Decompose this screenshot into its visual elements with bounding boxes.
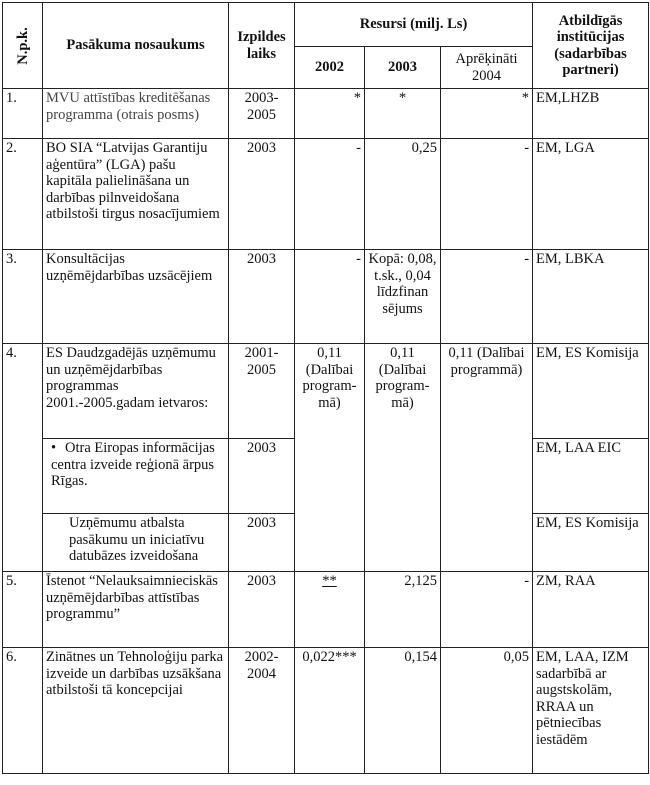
header-2004: Aprēķināti 2004 [441,47,533,89]
row-2003: 0,11 (Dalībai program-mā) [365,344,441,572]
row-time: 2001-2005 [229,344,295,439]
subrow-name: Uzņēmumu atbalsta pasākumu un iniciatīvu datubāzes izveidošana [43,514,229,572]
row-time: 2002-2004 [229,648,295,774]
row-2003: Kopā: 0,08, t.sk., 0,04 līdzfinan sējums [365,250,441,344]
document-page [2,2,648,774]
header-resources: Resursi (milj. Ls) [295,3,533,47]
row-name: Zinātnes un Tehnoloģiju parka izveide un darbības uzsākšana atbilstoši tā koncepcijai [43,648,229,774]
table-row [3,648,649,774]
row-2002: - [295,139,365,250]
row-2004: * [441,89,533,139]
row-institutions: EM,LHZB [533,89,649,139]
header-name: Pasākuma nosaukums [43,3,229,89]
row-institutions: EM, ES Komisija [533,514,649,572]
row-2002: 0,11 (Dalībai program-mā) [295,344,365,572]
row-time: 2003-2005 [229,89,295,139]
header-np-text: N.p.k. [14,26,31,65]
header-2003: 2003 [365,47,441,89]
row-2002 [295,572,365,648]
row-time: 2003 [229,514,295,572]
table-row [3,344,649,439]
row-2004: 0,05 [441,648,533,774]
row-number: 3. [3,250,43,344]
row-2003: * [365,89,441,139]
row-name: MVU attīstības kreditēšanas programma (otrais posms) [43,89,229,139]
row-institutions: ZM, RAA [533,572,649,648]
row-2003: 0,154 [365,648,441,774]
row-time: 2003 [229,250,295,344]
row-time: 2003 [229,439,295,514]
row-number: 5. [3,572,43,648]
measures-table [2,2,649,774]
double-asterisk-mark: ** [322,573,337,589]
row-institutions: EM, ES Komisija [533,344,649,439]
row-institutions: EM, LAA EIC [533,439,649,514]
bullet-marker: • [51,440,57,456]
row-number: 2. [3,139,43,250]
row-institutions: EM, LAA, IZM sadarbībā ar augstskolām, RRAA un pētniecības iestādēm [533,648,649,774]
row-name: BO SIA “Latvijas Garantiju aģentūra” (LGA) pašu kapitāla palielināšana un darbības pilnveidošana atbilstoši tirgus nosacījumiem [43,139,229,250]
header-time: Izpildes laiks [229,3,295,89]
row-number: 4. [3,344,43,572]
subrow-name [43,439,229,514]
header-2002: 2002 [295,47,365,89]
row-name: Konsultācijas uzņēmējdarbības uzsācējiem [43,250,229,344]
row-2003: 0,25 [365,139,441,250]
row-institutions: EM, LBKA [533,250,649,344]
row-2004: - [441,139,533,250]
row-name: ES Daudzgadējās uzņēmumu un uzņēmējdarbības programmas 2001.-2005.gadam ietvaros: [43,344,229,439]
row-time: 2003 [229,139,295,250]
row-2002: * [295,89,365,139]
row-2004: - [441,250,533,344]
row-2004: - [441,572,533,648]
table-row [3,89,649,139]
row-time: 2003 [229,572,295,648]
row-2002: 0,022*** [295,648,365,774]
table-row [3,139,649,250]
row-institutions: EM, LGA [533,139,649,250]
subrow-name-text: Otra Eiropas informācijas centra izveide reģionā ārpus Rīgas. [51,440,215,489]
row-2004: 0,11 (Dalībai programmā) [441,344,533,572]
table-row [3,572,649,648]
row-2003: 2,125 [365,572,441,648]
header-row-1 [3,3,649,47]
header-np [3,3,43,89]
row-number: 1. [3,89,43,139]
header-institutions: Atbildīgās institūcijas (sadarbības partneri) [533,3,649,89]
row-number: 6. [3,648,43,774]
row-name: Īstenot “Nelauksaimnieciskās uzņēmējdarbības attīstības programmu” [43,572,229,648]
row-2002: - [295,250,365,344]
table-row [3,250,649,344]
